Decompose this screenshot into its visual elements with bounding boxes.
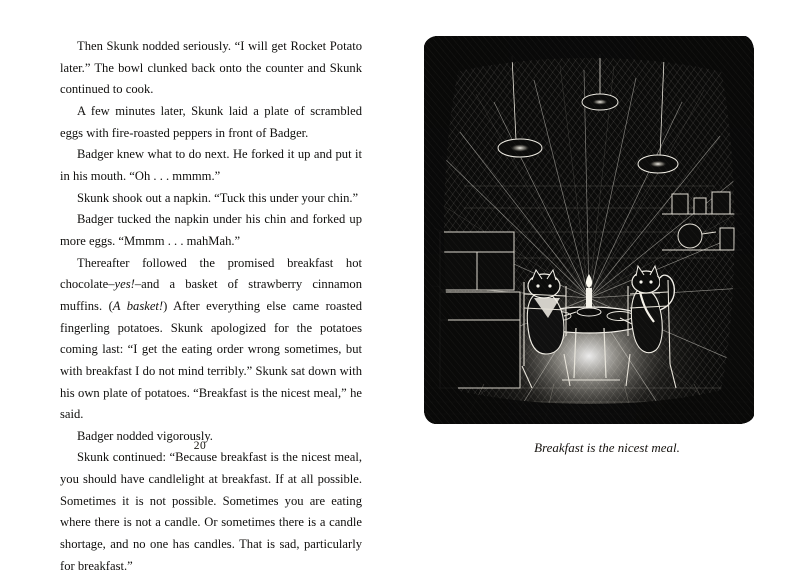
right-page — [400, 0, 800, 517]
caption-text: Breakfast is the nicest meal. — [534, 440, 680, 455]
left-page — [0, 0, 400, 573]
text-run: –and a basket of strawberry cinnamon muffins. ( — [60, 277, 362, 313]
paragraph: Skunk shook out a napkin. “Tuck this under your chin.” — [77, 190, 359, 205]
paragraph: Then Skunk nodded seriously. “I will get Rocket Potato later.” The bowl clunked back onto the counter and Skunk continued to cook. — [60, 39, 362, 97]
paragraph: Badger tucked the napkin under his chin and forked up more eggs. “Mmmm . . . mahMah.” — [60, 212, 362, 248]
body-text — [60, 36, 362, 577]
text-run: ) After everything else came roasted fingerling potatoes. Skunk apologized for the potatoes coming last: “I get the eating order wrong sometimes, but with breakfast I do not mind terribly.” Skunk sat down with his own plate of potatoes. “Breakfast is the nicest meal,” he said. — [60, 298, 362, 422]
paragraph: A few minutes later, Skunk laid a plate of scrambled eggs with fire-roasted peppers in front of Badger. — [60, 103, 362, 140]
illustration-caption — [400, 440, 800, 456]
paragraph: Skunk continued: “Because breakfast is the nicest meal, you should have candlelight at breakfast. If at all possible. Sometimes it is not possible. Sometimes you are eating where there is not a candle. Or sometimes there is a candle shortage, and no one has candles. That is sad, particularly for breakfast.” — [60, 450, 362, 573]
illustration-wrapper — [424, 36, 754, 424]
page-number: 20 — [193, 440, 207, 452]
paragraph: Badger knew what to do next. He forked it up and put it in his mouth. “Oh . . . mmmm.” — [60, 147, 362, 183]
italic-run: yes! — [114, 277, 135, 292]
paragraph: Badger nodded vigorously. — [77, 428, 213, 443]
pen-and-ink-kitchen-scene — [424, 36, 754, 424]
italic-run: A basket! — [112, 298, 164, 313]
paragraph-with-italics — [60, 253, 362, 426]
text-run: Thereafter followed the promised breakfast hot chocolate– — [60, 255, 362, 292]
